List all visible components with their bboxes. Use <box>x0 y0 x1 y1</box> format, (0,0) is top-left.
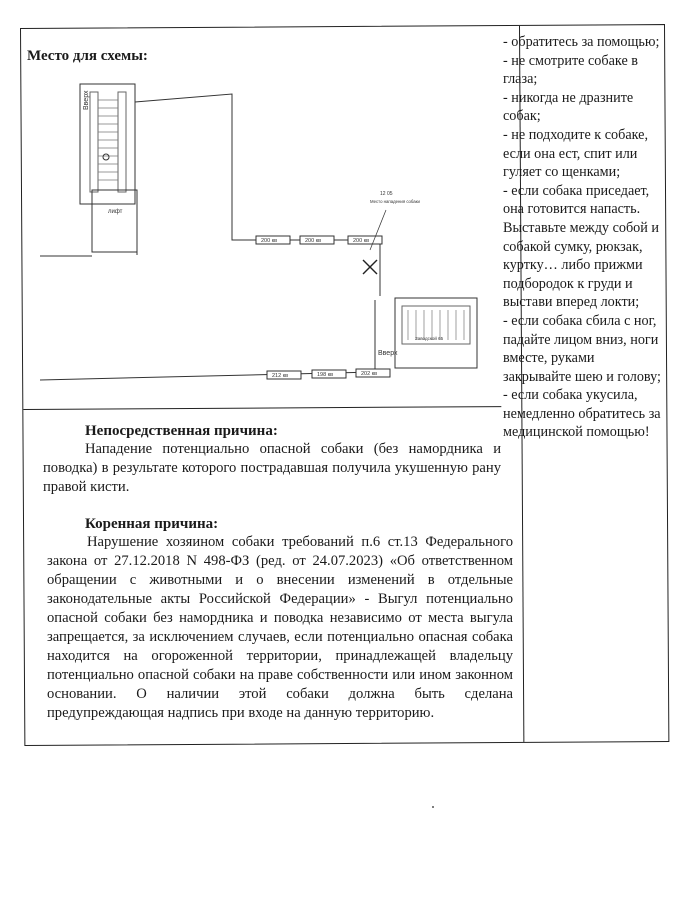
label-note-1: 12 05 <box>380 191 393 197</box>
label-building-right: Заводской 65 <box>415 336 444 341</box>
label-seg1: 200 кв <box>261 238 278 244</box>
incident-scheme-diagram <box>30 70 500 400</box>
label-seg5: 198 кв <box>317 372 334 378</box>
recommendation-item: - никогда не дразните собак; <box>503 89 634 125</box>
row-divider <box>23 406 501 410</box>
direct-cause-text: Нападение потенциально опасной собаки (без намордника и поводка) в результате которого пострадавшая получила укушенную рану правой кисти. <box>43 441 501 495</box>
label-up-left: Вверх <box>83 90 90 110</box>
label-up-right: Вверх <box>378 350 398 357</box>
recommendation-item: - не подходите к собаке, если она ест, спит или гуляет со щенками; <box>503 126 649 181</box>
incident-cross-icon <box>363 260 377 274</box>
root-cause-heading: Коренная причина: <box>85 516 219 532</box>
safety-recommendations <box>503 33 666 442</box>
recommendation-item: - если собака укусила, немедленно обратитесь за медицинской помощью! <box>503 387 661 441</box>
root-cause-text: Нарушение хозяином собаки требований п.6 ст.13 Федерального закона от 27.12.2018 N 498-ФЗ (ред. от 24.07.2023) «Об ответственном обращении с животными и о внесении изменений в отдельные законодательные акты Российской Федерации» - Выгул потенциально опасной собаки без намордника и поводка независимо от места выгула запрещается, за исключением случаев, если потенциально опасная собака находится на огороженной территории, принадлежащей владельцу потенциально опасной собаки на праве собственности или ином законном основании. О наличии этой собаки должна быть сделана предупреждающая надпись при входе на данную территорию. <box>47 534 513 721</box>
schema-title: Место для схемы: <box>27 48 148 64</box>
recommendation-item: - не смотрите собаке в глаза; <box>503 52 638 88</box>
right-building <box>395 298 477 368</box>
label-seg4: 212 кв <box>272 373 289 379</box>
label-seg6: 202 кв <box>361 371 378 377</box>
recommendation-item: - если собака сбила с ног, падайте лицом вниз, ноги вместе, руками закрывайте шею и голову; <box>503 312 661 385</box>
label-seg2: 200 кв <box>305 238 322 244</box>
label-note-2: Место нападения собаки <box>370 199 420 204</box>
small-room <box>92 190 137 252</box>
scan-speck <box>432 806 434 808</box>
label-seg3: 200 кв <box>353 238 370 244</box>
recommendation-item: - обратитесь за помощью; <box>503 34 660 50</box>
label-small-room: лифт <box>108 209 123 215</box>
recommendation-item: - если собака приседает, она готовится напасть. Выставьте между собой и собакой сумку, рюкзак, куртку… либо прижми подбородок к груди и выстави вперед локти; <box>503 182 660 311</box>
direct-cause-heading: Непосредственная причина: <box>85 423 278 439</box>
